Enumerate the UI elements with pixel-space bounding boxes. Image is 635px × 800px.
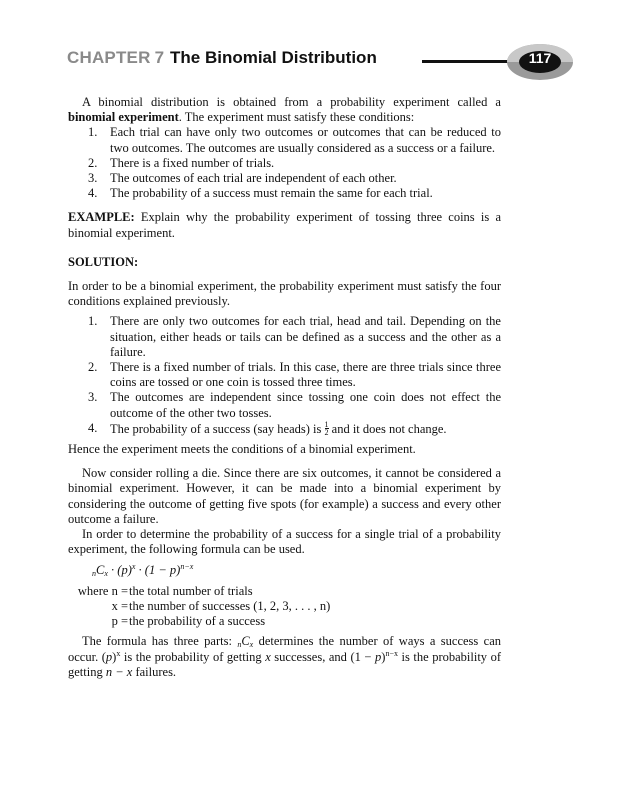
solution-list — [68, 314, 501, 437]
list-item — [68, 125, 501, 155]
list-number: 2. — [88, 360, 98, 375]
binomial-formula — [68, 563, 501, 578]
list-text: The outcomes of each trial are independent of each other. — [110, 171, 397, 186]
fraction-numerator: 1 — [324, 419, 329, 429]
list-text: The probability of a success (say heads) is — [110, 421, 325, 436]
definition-text: the total number of trials — [129, 583, 253, 598]
inline-x-subscript: x — [249, 640, 254, 650]
solution-heading: SOLUTION: — [68, 254, 139, 269]
intro-paragraph — [68, 95, 501, 125]
closing-text: successes, and — [270, 649, 351, 664]
closing-text: failures. — [132, 664, 177, 679]
list-number: 4. — [88, 186, 98, 201]
closing-paragraph — [68, 634, 501, 680]
list-text: The probability of a success must remain the same for each trial. — [110, 186, 433, 201]
list-number: 3. — [88, 390, 98, 405]
formula-n-subscript: n — [92, 569, 96, 579]
fraction-denominator: 2 — [324, 427, 329, 437]
definition-symbol: x = — [111, 598, 128, 613]
list-number: 1. — [88, 314, 98, 329]
solution-label — [68, 255, 501, 270]
list-item — [68, 186, 501, 201]
list-text: Each trial can have only two outcomes or outcomes that can be reduced to two outcomes. The outcomes are usually considered as a success or a failure. — [110, 125, 501, 155]
definition-row — [68, 599, 501, 614]
inline-exp-n-minus-x: n−x — [385, 648, 398, 658]
example-text: Explain why the probability experiment of tossing three coins is a binomial experiment. — [68, 210, 501, 240]
list-item — [68, 314, 501, 360]
closing-text: is the probability of getting — [68, 649, 502, 679]
list-text: The outcomes are independent since tossing one coin does not effect the outcome of the other two tosses. — [110, 390, 501, 420]
solution-conclusion: Hence the experiment meets the conditions of a binomial experiment. — [68, 442, 416, 457]
inline-p-term: (p) — [101, 649, 117, 664]
solution-intro: In order to be a binomial experiment, the probability experiment must satisfy the four conditions explained previously. — [68, 279, 501, 309]
closing-text: is the probability of getting — [120, 649, 266, 664]
definition-row — [68, 584, 501, 599]
closing-n-minus-x: n − x — [105, 664, 133, 679]
definition-row — [68, 614, 501, 629]
variable-definitions — [68, 584, 501, 630]
conditions-list — [68, 125, 501, 201]
list-item — [68, 156, 501, 171]
binomial-experiment-term: binomial experiment — [68, 110, 179, 125]
page-header — [67, 44, 577, 84]
list-text: There is a fixed number of trials. — [110, 155, 275, 170]
list-number: 3. — [88, 171, 98, 186]
closing-x: x — [265, 649, 271, 664]
inline-one-minus-p-term: (1 − p) — [350, 649, 386, 664]
inline-c: C — [241, 634, 250, 649]
list-text: There are only two outcomes for each trial, head and tail. Depending on the situation, either heads or tails can be defined as a success and the other as a failure. — [110, 314, 501, 359]
die-paragraph: Now consider rolling a die. Since there are six outcomes, it cannot be considered a binomial experiment. However, it can be made into a binomial experiment by considering the outcome of getting five spots (for example) a success and every other outcome a failure. — [68, 466, 501, 526]
list-number: 4. — [88, 420, 98, 435]
list-number: 2. — [88, 155, 98, 170]
formula-exp-x: x — [131, 562, 136, 572]
list-item — [68, 171, 501, 186]
formula-p: · (p) — [107, 563, 132, 578]
definition-text: the number of successes (1, 2, 3, . . . , n) — [129, 598, 331, 613]
list-text: There is a fixed number of trials. In this case, there are three trials since three coins are tossed or one coin is tossed three times. — [110, 360, 501, 390]
chapter-number: 7 — [154, 48, 165, 67]
chapter-label — [67, 48, 164, 68]
list-text-end: and it does not change. — [328, 421, 447, 436]
intro-text-end: . The experiment must satisfy these conditions: — [178, 110, 415, 125]
list-item — [68, 421, 501, 437]
formula-intro-paragraph: In order to determine the probability of a success for a single trial of a probability experiment, the following formula can be used. — [68, 527, 501, 557]
definition-text: the probability of a success — [129, 614, 266, 629]
formula-exp-n-minus-x: n−x — [180, 562, 194, 572]
closing-text: The formula has three parts: — [82, 634, 238, 649]
inline-n-subscript: n — [237, 640, 242, 650]
page-body — [68, 95, 501, 680]
inline-exp-x: x — [116, 648, 121, 658]
closing-text: determines the number of ways a success can occur. — [68, 634, 502, 664]
example-paragraph — [68, 210, 501, 240]
intro-text: A binomial distribution is obtained from a probability experiment called a — [82, 95, 501, 109]
chapter-word: CHAPTER — [67, 48, 151, 67]
formula-one-minus-p: · (1 − p) — [135, 563, 181, 578]
definition-symbol: p = — [111, 614, 128, 629]
list-item — [68, 360, 501, 390]
list-number: 1. — [88, 125, 98, 140]
formula-x-subscript: x — [104, 569, 108, 579]
example-label: EXAMPLE: — [68, 210, 135, 225]
page-number-badge — [507, 44, 573, 80]
formula-c: C — [96, 563, 105, 578]
definition-symbol: where n = — [77, 583, 128, 598]
list-item — [68, 390, 501, 420]
page-number: 117 — [528, 50, 552, 66]
chapter-title: The Binomial Distribution — [170, 48, 377, 67]
